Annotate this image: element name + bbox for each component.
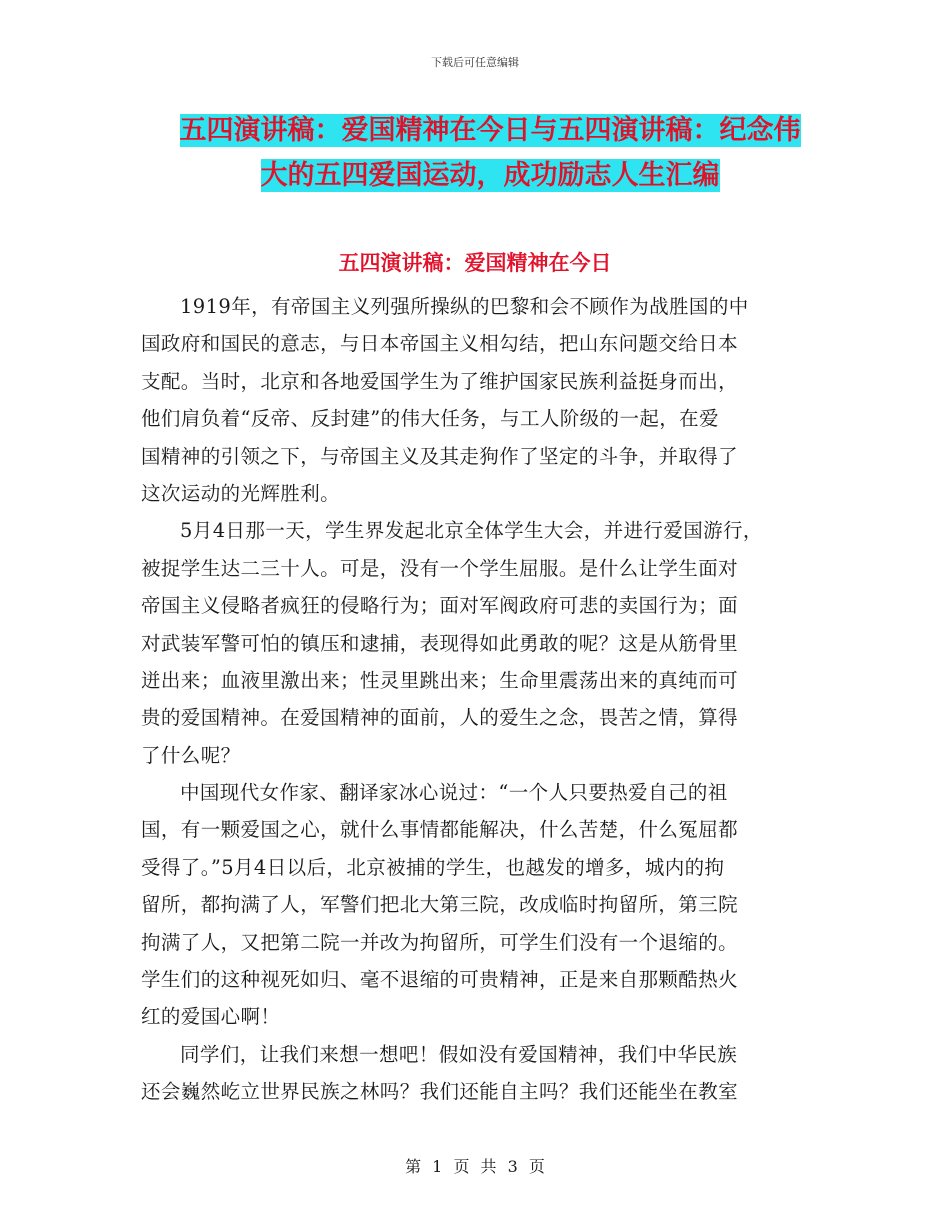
page-header-note: 下载后可任意编辑 (431, 56, 519, 69)
paragraph-line: 迸出来；血液里激出来；性灵里跳出来；生命里震荡出来的真纯而可 (141, 668, 739, 692)
paragraph-line: 5月4日那一天，学生界发起北京全体学生大会，并进行爱国游行， (180, 519, 763, 543)
paragraph-line: 这次运动的光辉胜利。 (141, 481, 341, 505)
document-title (140, 108, 840, 198)
paragraph-line: 还会巍然屹立世界民族之林吗？我们还能自主吗？我们还能坐在教室 (141, 1080, 739, 1104)
paragraph-line: 国，有一颗爱国之心，就什么事情都能解决，什么苦楚，什么冤屈都 (141, 818, 739, 842)
section-title: 五四演讲稿：爱国精神在今日 (338, 251, 612, 275)
paragraph-line: 他们肩负着“反帝、反封建”的伟大任务，与工人阶级的一起，在爱 (141, 407, 719, 431)
paragraph-line: 1919年，有帝国主义列强所操纵的巴黎和会不顾作为战胜国的中 (180, 295, 749, 318)
paragraph-line: 了什么呢？ (141, 743, 241, 767)
title-line-2: 大的五四爱国运动，成功励志人生汇编 (260, 160, 720, 191)
paragraph-line: 国精神的引领之下，与帝国主义及其走狗作了坚定的斗争，并取得了 (141, 444, 739, 468)
paragraph-line: 学生们的这种视死如归、毫不退缩的可贵精神，正是来自那颗酷热火 (141, 968, 739, 992)
paragraph-line: 受得了。”5月4日以后，北京被捕的学生，也越发的增多，城内的拘 (141, 855, 725, 879)
paragraph-line: 国政府和国民的意志，与日本帝国主义相勾结，把山东问题交给日本 (141, 332, 739, 356)
body-text (141, 288, 829, 1111)
paragraph-line: 对武装军警可怕的镇压和逮捕，表现得如此勇敢的呢？这是从筋骨里 (141, 631, 739, 655)
page-number-footer: 第 1 页 共 3 页 (405, 1157, 545, 1176)
paragraph-line: 被捉学生达二三十人。可是，没有一个学生屈服。是什么让学生面对 (141, 556, 739, 580)
paragraph-line: 中国现代女作家、翻译家冰心说过：“一个人只要热爱自己的祖 (180, 781, 728, 805)
paragraph-line: 留所，都拘满了人，军警们把北大第三院，改成临时拘留所，第三院 (141, 893, 739, 917)
paragraph-line: 支配。当时，北京和各地爱国学生为了维护国家民族利益挺身而出， (141, 369, 739, 393)
title-line-1: 五四演讲稿：爱国精神在今日与五四演讲稿：纪念伟 (179, 115, 801, 146)
paragraph-line: 同学们，让我们来想一想吧！假如没有爱国精神，我们中华民族 (180, 1042, 738, 1066)
paragraph-line: 帝国主义侵略者疯狂的侵略行为；面对军阀政府可悲的卖国行为；面 (141, 594, 739, 618)
paragraph-line: 拘满了人，又把第二院一并改为拘留所，可学生们没有一个退缩的。 (141, 930, 739, 954)
paragraph-line: 红的爱国心啊！ (141, 1005, 281, 1029)
paragraph-line: 贵的爱国精神。在爱国精神的面前，人的爱生之念，畏苦之情，算得 (141, 706, 739, 730)
